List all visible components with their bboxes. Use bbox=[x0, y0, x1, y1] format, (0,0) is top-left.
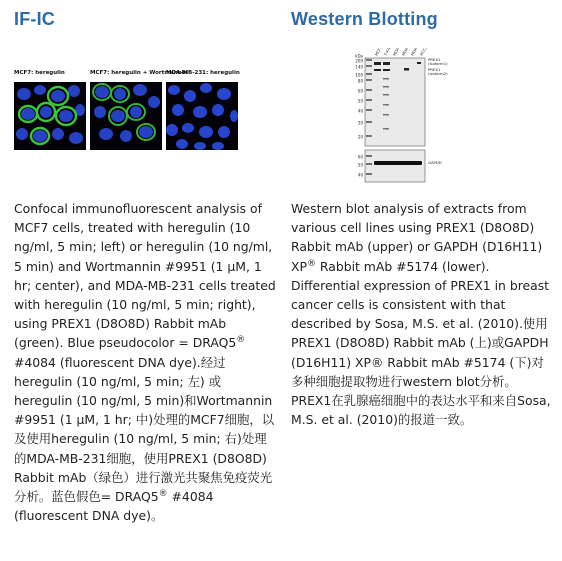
mw-marker: 80 bbox=[357, 78, 363, 84]
band-label-prex1-isoform1: PREX1 (isoform1) bbox=[428, 57, 448, 66]
band-label-prex1-isoform2: PREX1 (isoform2) bbox=[428, 67, 448, 76]
mw-marker: kDa bbox=[355, 53, 363, 59]
panel-label-left: MCF7: heregulin bbox=[14, 70, 65, 76]
upper-membrane bbox=[365, 58, 425, 146]
if-ic-figure bbox=[14, 70, 238, 152]
if-panel-mda-mb-231-heregulin bbox=[166, 82, 238, 150]
mw-marker: 30 bbox=[357, 120, 363, 126]
mw-marker: 140 bbox=[355, 64, 363, 70]
if-ic-title: IF-IC bbox=[14, 9, 55, 29]
if-ic-caption: Confocal immunofluorescent analysis of MCF7 cells, treated with heregulin (10 ng/ml, 5 min; left) or heregulin (10 ng/ml, 5 min) and Wortmannin #9951 (1 µM, 1 hr; center), and MDA-MB-231 cells treated with heregulin (10 ng/ml, 5 min; right), using PREX1 (D8O8D) Rabbit mAb (green). Blue pseudocolor = DRAQ5® #4084 (fluorescent DNA dye).经过heregulin (10 ng/ml, 5 min; 左) 或heregulin (10 ng/ml, 5 min)和Wortmannin #9951 (1 µM, 1 hr; 中)处理的MCF7细胞，以及使用heregulin (10 ng/ml, 5 min; 右)处理的MDA-MB-231细胞，使用PREX1 (D8O8D) Rabbit mAb（绿色）进行激光共聚焦免疫荧光分析。蓝色假色= DRAQ5® #4084 (fluorescent DNA dye)。 bbox=[14, 201, 276, 524]
mw-marker: 40 bbox=[357, 108, 363, 114]
if-panel-mcf7-heregulin bbox=[14, 82, 86, 150]
western-blotting-caption: Western blot analysis of extracts from various cell lines using PREX1 (D8O8D) Rabbit mAb (upper) or GAPDH (D16H11) XP® Rabbit mAb #5174 (lower). Differential expression of PREX1 in breast cancer cells is consistent with that described by Sosa, M.S. et al. (2010).使用PREX1 (D8O8D) Rabbit mAb (上)或GAPDH (D16H11) XP® Rabbit mAb #5174 (下)对多种细胞提取物进行western blot分析。PREX1在乳腺癌细胞中的表达水平和来自Sosa, M.S. et al. (2010)的报道一致。 bbox=[291, 201, 551, 428]
western-blot-figure bbox=[339, 48, 469, 186]
band-label-gapdh: GAPDH bbox=[428, 160, 442, 165]
lane-label: HCC38 bbox=[419, 48, 430, 57]
lower-membrane bbox=[365, 150, 425, 182]
mw-marker: 40 bbox=[357, 172, 363, 178]
panel-label-center: MCF7: heregulin + Wortmannin bbox=[90, 70, 188, 76]
mw-marker: 60 bbox=[357, 88, 363, 94]
mw-marker: 50 bbox=[357, 162, 363, 168]
mw-marker: 100 bbox=[355, 72, 363, 78]
mw-marker: 20 bbox=[357, 134, 363, 140]
if-panel-mcf7-heregulin-wortmannin bbox=[90, 82, 162, 150]
mw-marker: 200 bbox=[355, 58, 363, 64]
mw-marker: 60 bbox=[357, 154, 363, 160]
panel-label-right: MDA-MB-231: heregulin bbox=[166, 70, 240, 76]
mw-marker: 50 bbox=[357, 98, 363, 104]
western-blotting-title: Western Blotting bbox=[291, 9, 438, 29]
lane-label: MCF7 bbox=[374, 48, 383, 57]
lane-label: T-47D bbox=[383, 48, 393, 57]
